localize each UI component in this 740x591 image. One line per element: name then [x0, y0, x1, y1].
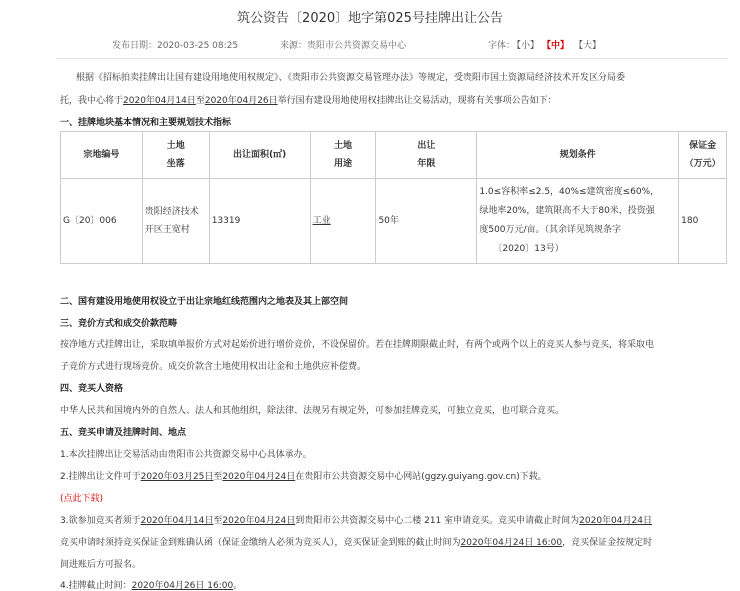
cond-line: 〔2020〕13号） — [493, 244, 564, 254]
text: 3.欲参加竞买者须于 — [60, 516, 141, 526]
cond-line: 度500万元/亩。（其余详见筑规条字 — [479, 225, 622, 235]
cond-line: 绿地率20%，建筑限高不大于80米，投资强 — [479, 206, 655, 216]
cell-use — [310, 179, 376, 264]
section-5-line-2 — [60, 469, 547, 482]
date-text: 2020年04月24日 16:00 — [460, 538, 563, 548]
cell-conditions — [477, 179, 679, 264]
header-text: （万元） — [684, 159, 721, 169]
cell-text: 贵阳经济技术 — [144, 207, 199, 217]
cell-location — [142, 179, 209, 264]
text: 4.挂牌截止时间： — [60, 581, 132, 591]
section-3-line-1: 按净地方式挂牌出让，采取填单报价方式对起始价进行增价竞价，不设保留价。若在挂牌期限截止时，有两个或两个以上的竞买人参与竞买，将采取电 — [60, 340, 655, 350]
section-5-heading: 五、竞买申请及挂牌时间、地点 — [60, 428, 187, 438]
header-text: 坐落 — [166, 159, 185, 169]
font-medium-button[interactable]: 【中】 — [542, 41, 570, 51]
intro-text: 举行国有建设用地使用权挂牌出让交易活动，现将有关事项公告如下： — [277, 96, 557, 106]
cell-term: 50年 — [376, 179, 477, 264]
header-text: 土地 — [334, 141, 353, 151]
col-header-use — [310, 132, 376, 179]
section-1-heading: 一、挂牌地块基本情况和主要规划技术指标 — [60, 118, 232, 128]
col-header-code: 宗地编号 — [61, 132, 143, 179]
parcel-table — [60, 131, 727, 264]
text: 到贵阳市公共资源交易中心二楼 211 室申请竞买。竞买申请截止时间为 — [295, 516, 580, 526]
text: 竞买申请时须持竞买保证金到账确认函（保证金缴纳人必须为竞买人），竞买保证金到账的截止时间为 — [60, 538, 461, 548]
section-5-line-3 — [60, 513, 652, 526]
text: 。 — [233, 581, 243, 591]
section-2-heading: 二、国有建设用地使用权设立于出让宗地红线范围内之地表及其上部空间 — [60, 297, 349, 307]
section-3-line-2: 子竞价方式进行现场竞价。成交价款含土地使用权出让金和土地供应补偿费。 — [60, 362, 367, 372]
section-5-line-5: 间进账后方可报名。 — [60, 560, 142, 570]
date-text: 2020年04月24日 — [222, 472, 296, 482]
cell-code: G〔20〕006 — [61, 179, 143, 264]
divider — [56, 58, 728, 59]
text: 在贵阳市公共资源交易中心网站(ggzy.guiyang.gov.cn)下载。 — [295, 472, 547, 482]
section-5-line-1: 1.本次挂牌出让交易活动由贵阳市公共资源交易中心具体承办。 — [60, 450, 312, 460]
font-size-label: 字体： — [488, 41, 516, 51]
intro-text: 托，我中心将于 — [60, 96, 124, 106]
page-title: 筑公资告〔2020〕地字第025号挂牌出让公告 — [237, 11, 503, 26]
col-header-term — [376, 132, 477, 179]
section-4-line-1: 中华人民共和国境内外的自然人、法人和其他组织，除法律、法规另有规定外，可参加挂牌竞买，可独立竞买，也可联合竞买。 — [60, 406, 565, 416]
intro-date-end: 2020年04月26日 — [204, 96, 278, 106]
table-header-row — [61, 132, 727, 179]
intro-line-2 — [60, 93, 557, 106]
text: 至 — [213, 472, 223, 482]
section-3-heading: 三、竞价方式和成交价款范畴 — [60, 319, 178, 329]
section-5-line-6 — [60, 578, 242, 591]
cell-text: 开区王宽村 — [144, 225, 190, 235]
table-row — [61, 179, 727, 264]
cell-deposit: 180 — [679, 179, 727, 264]
col-header-location — [142, 132, 209, 179]
cond-line: 1.0≤容积率≤2.5，40%≤建筑密度≤60%， — [479, 187, 660, 197]
text: 2.挂牌出让文件可于 — [60, 472, 141, 482]
col-header-area: 出让面积(㎡) — [209, 132, 310, 179]
section-4-heading: 四、竞买人资格 — [60, 384, 124, 394]
intro-line-1: 根据《招标拍卖挂牌出让国有建设用地使用权规定》、《贵阳市公共资源交易管理办法》等规定，受贵阳市国土资源局经济技术开发区分局委 — [76, 73, 626, 83]
header-text: 出让 — [417, 141, 436, 151]
land-use-text: 工业 — [312, 216, 331, 226]
date-text: 2020年04月14日 — [140, 516, 214, 526]
col-header-deposit — [679, 132, 727, 179]
date-text: 2020年04月26日 16:00 — [131, 581, 234, 591]
date-text: 2020年04月24日 — [222, 516, 296, 526]
col-header-conditions: 规划条件 — [477, 132, 679, 179]
section-5-line-4 — [60, 535, 652, 548]
date-text: 2020年04月24日 — [579, 516, 652, 526]
download-link[interactable]: (点此下载) — [60, 494, 104, 504]
intro-date-start: 2020年04月14日 — [123, 96, 196, 106]
cell-area: 13319 — [209, 179, 310, 264]
header-text: 用途 — [334, 159, 353, 169]
source: 来源：贵阳市公共资源交易中心 — [280, 41, 407, 51]
header-text: 年限 — [417, 159, 436, 169]
header-text: 保证金 — [689, 141, 717, 151]
font-small-button[interactable]: 【小】 — [512, 41, 540, 51]
font-large-button[interactable]: 【大】 — [574, 41, 602, 51]
text: ，竞买保证金按规定时 — [562, 538, 653, 548]
publish-date: 发布日期：2020-03-25 08:25 — [112, 41, 239, 51]
intro-text: 至 — [195, 96, 205, 106]
header-text: 土地 — [166, 141, 185, 151]
date-text: 2020年03月25日 — [140, 472, 214, 482]
text: 至 — [213, 516, 223, 526]
